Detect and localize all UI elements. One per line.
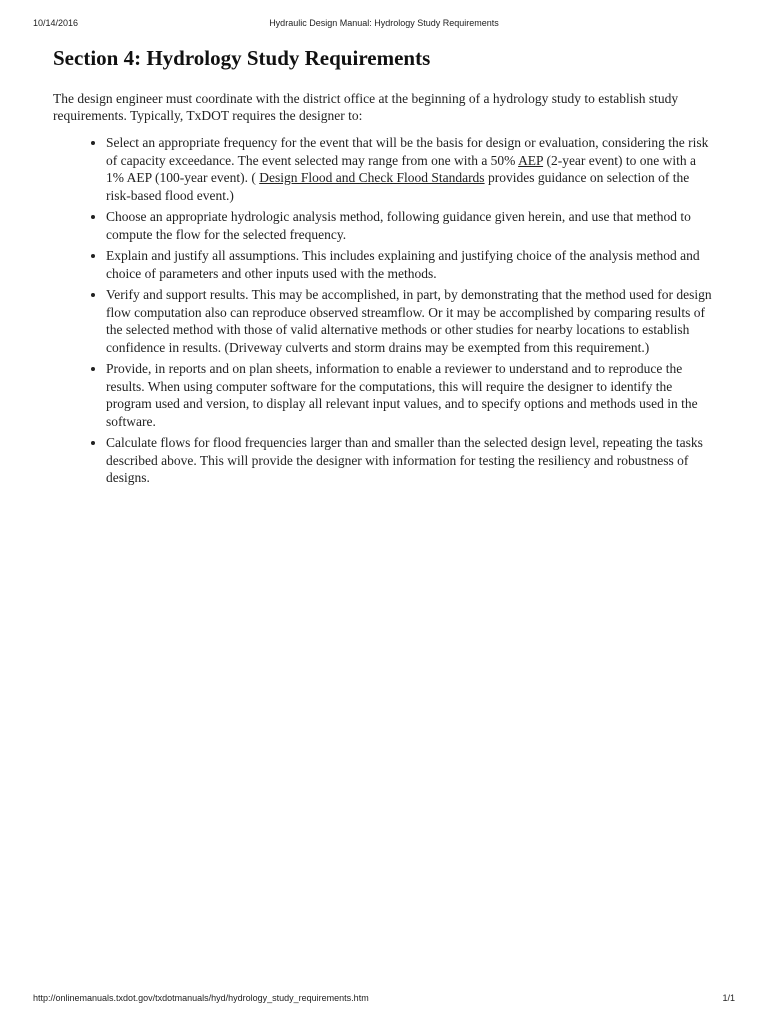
section-heading: Section 4: Hydrology Study Requirements: [53, 46, 431, 70]
page-url: http://onlinemanuals.txdot.gov/txdotmanuals/hyd/hydrology_study_requirements.htm: [33, 993, 369, 1003]
design-flood-standards-link[interactable]: Design Flood and Check Flood Standards: [259, 170, 485, 185]
print-date: 10/14/2016: [33, 18, 79, 28]
list-item: • Provide, in reports and on plan sheets, information to enable a reviewer to understand and to reproduce the results. When using computer software for the computations, this will require the designer to identify the program used and version, to display all relevant input values, and to specify options and methods used in the software.: [106, 360, 723, 430]
list-item: • Choose an appropriate hydrologic analysis method, following guidance given herein, and use that method to compute the flow for the selected frequency.: [106, 208, 723, 243]
aep-link[interactable]: AEP: [518, 152, 544, 168]
list-item: • Calculate flows for flood frequencies larger than and smaller than the selected design level, repeating the tasks described above. This will provide the designer with information for testing the resiliency and robustness of designs.: [106, 434, 723, 487]
intro-paragraph: The design engineer must coordinate with the district office at the beginning of a hydrology study to establish study requirements. Typically, TxDOT requires the designer to:: [53, 91, 679, 123]
list-item: • Verify and support results. This may be accomplished, in part, by demonstrating that the method used for design flow computation also can reproduce observed streamflow. Or it may be accomplished by comparing results of the selected method with those of valid alternative methods or other studies for nearby locations to establish confidence in results. (Driveway culverts and storm drains may be exempted from this requirement.): [106, 286, 723, 356]
item-text: Select an appropriate frequency for the event that will be the basis for design or evaluation, considering the risk of capacity exceedance. The event selected may range from one with a 50%: [106, 135, 709, 168]
item-text: (2-year event) to one with a 1% AEP (100-year event). (: [106, 152, 697, 185]
print-title: Hydraulic Design Manual: Hydrology Study Requirements: [269, 18, 499, 28]
print-header: [33, 18, 735, 28]
list-item: • Explain and justify all assumptions. This includes explaining and justifying choice of the analysis method and choice of parameters and other inputs used with the methods.: [106, 247, 723, 282]
item-text: provides guidance on selection of the risk-based flood event.): [106, 170, 690, 203]
requirements-list: [53, 134, 723, 487]
page-number: 1/1: [722, 993, 735, 1003]
print-footer: [33, 993, 735, 1003]
document-body: [53, 45, 723, 491]
list-item: [106, 134, 723, 204]
